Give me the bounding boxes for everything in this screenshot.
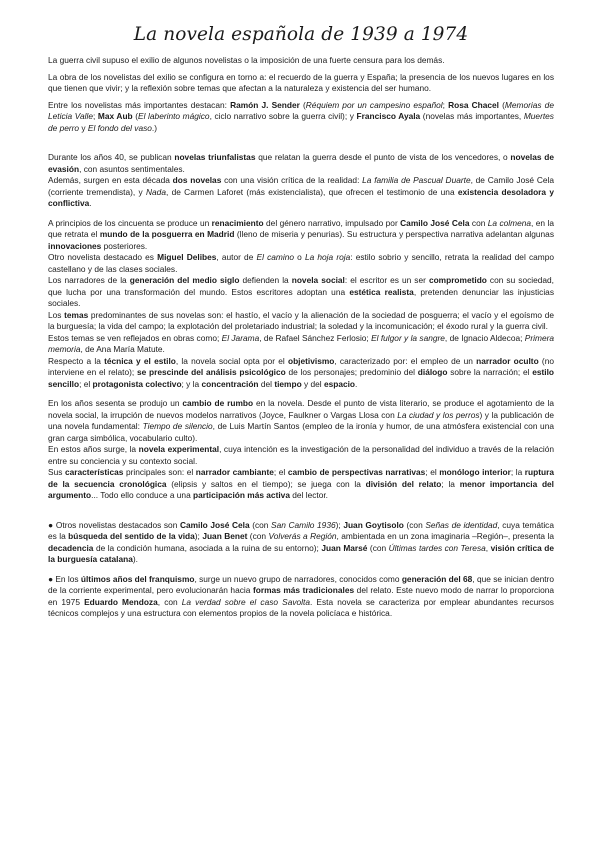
text-run: Estos temas se ven reflejados en obras como; <box>48 332 222 343</box>
text-run: ; y la <box>181 378 202 389</box>
text-run: (con <box>247 531 269 541</box>
italic-title: El fulgor y la sangre <box>371 332 445 343</box>
bold-text: decadencia <box>48 542 94 553</box>
paragraph <box>48 152 554 175</box>
text-run: Los <box>48 309 65 320</box>
text-run: principales son: el <box>123 467 196 477</box>
text-run: Entre los novelistas más importantes destacan: <box>48 99 231 110</box>
text-run: que relatan la guerra desde el punto de vista de los vencedores, o <box>255 152 511 162</box>
text-run: (novelas más importantes, <box>420 111 524 121</box>
text-run: defienden la <box>239 275 292 285</box>
paragraph <box>48 55 554 67</box>
text-run: . <box>355 378 358 389</box>
paragraph <box>48 72 554 95</box>
text-run: , con <box>157 596 182 607</box>
text-run: , de Ignacio Aldecoa; <box>444 332 525 343</box>
bold-text: monólogo interior <box>439 467 511 477</box>
text-run: de los personajes; predominio del <box>285 367 418 377</box>
italic-title: El laberinto mágico <box>138 111 210 121</box>
text-run: ; la <box>441 478 460 489</box>
italic-title: Últimas tardes con Teresa <box>388 542 486 553</box>
text-run: (con <box>403 519 426 530</box>
text-run: , de Rafael Sánchez Ferlosio; <box>259 332 372 343</box>
text-run: del relato. Este nuevo modo de narrar lo proporciona en 1975 <box>48 585 554 607</box>
text-run: , de Luis Martín Santos (empleo de la ironía y humor, de una atmósfera existencial con una gran carga simbólica, vocabulario culto). <box>48 421 554 443</box>
text-run: Sus <box>48 467 65 477</box>
paragraph <box>48 467 554 502</box>
paragraph <box>48 252 554 275</box>
bold-text: Francisco Ayala <box>356 111 421 121</box>
paragraph <box>48 333 554 356</box>
italic-title: La familia de Pascual Duarte <box>362 175 471 185</box>
bold-text: comprometido <box>428 275 487 285</box>
text-run: ; la <box>510 467 525 477</box>
italic-title: Muertes de perro <box>48 111 554 133</box>
italic-title: Tiempo de silencio <box>142 421 213 431</box>
text-run: (con <box>249 519 272 530</box>
text-run: Otro novelista destacado es <box>48 252 158 262</box>
paragraph <box>48 398 554 444</box>
italic-title: Réquiem por un campesino español <box>305 99 443 110</box>
bold-text: visión crítica de la burguesía catalana <box>48 542 554 564</box>
paragraph <box>48 574 554 620</box>
text-run: : el escritor es un ser <box>344 275 429 285</box>
italic-title: La verdad sobre el caso Savolta <box>181 596 310 607</box>
bold-text: estética realista <box>349 286 414 297</box>
text-run: ( <box>132 111 139 121</box>
text-run: ... Todo ello conduce a una <box>91 490 194 500</box>
text-run: del género narrativo, impulsado por <box>263 217 401 228</box>
text-run: , pretenden denunciar las injusticias sociales. <box>48 286 554 308</box>
italic-title: La colmena <box>487 217 532 228</box>
paragraph <box>48 275 554 310</box>
text-run: , cuya intención es la investigación de la personalidad del individuo a través de la relación entre su conciencia y su contexto social. <box>48 444 554 466</box>
text-run: La guerra civil supuso el exilio de algunos novelistas o la imposición de una fuerte censura para los demás. <box>48 55 445 65</box>
italic-title: La hoja roja <box>304 252 351 262</box>
paragraph <box>48 175 554 210</box>
text-run: con una visión crítica de la realidad: <box>221 175 363 185</box>
text-run: , ambientada en un zona imaginaria –Región–, presenta la <box>336 531 554 541</box>
text-run: ( <box>499 99 505 110</box>
bold-text: formas más tradicionales <box>252 585 355 595</box>
bold-text: espacio <box>323 378 356 389</box>
text-run: ( <box>299 99 306 110</box>
text-run: En estos años surge, la <box>48 444 139 454</box>
italic-title: San Camilo 1936 <box>271 519 336 530</box>
bold-text: narrador cambiante <box>195 467 274 477</box>
text-run: y <box>79 122 88 133</box>
italic-title: Señas de identidad <box>425 519 498 530</box>
text-run: , cuya temática es la <box>48 519 554 541</box>
text-run: posteriores. <box>101 240 148 251</box>
text-run: de la condición humana, asociada a la ruina de su entorno); <box>93 542 322 553</box>
text-run: , surge un nuevo grupo de narradores, conocidos como <box>194 573 402 584</box>
bold-text: renacimiento <box>211 217 264 228</box>
bold-text: Juan Benet <box>202 531 248 541</box>
bold-text: búsqueda del sentido de la vida <box>68 531 195 541</box>
text-run: del lector. <box>289 490 329 500</box>
bold-text: Eduardo Mendoza <box>84 596 158 607</box>
bold-text: concentración <box>201 378 259 389</box>
bold-text: Ramón J. Sender <box>230 99 300 110</box>
text-run: (con <box>367 542 389 553</box>
bold-text: narrador oculto <box>476 355 539 366</box>
text-run: ● En los <box>48 573 81 584</box>
text-run: , de Camilo José Cela (corriente tremendista), y <box>48 175 554 197</box>
bold-text: novela social <box>291 275 345 285</box>
text-run: Además, surgen en esta década <box>48 175 173 185</box>
text-run: ; el <box>425 467 440 477</box>
bold-text: división del relato <box>365 478 442 489</box>
bold-text: Max Aub <box>97 111 133 121</box>
italic-title: La ciudad y los perros <box>397 409 480 420</box>
bold-text: menor importancia del argumento <box>48 478 554 500</box>
text-run: Los narradores de la <box>48 275 130 285</box>
text-run: y del <box>301 378 324 389</box>
text-run: ); <box>194 531 203 541</box>
text-run: , en la que retrata el <box>48 217 554 239</box>
bold-text: ruptura de la secuencia cronológica <box>48 467 554 489</box>
italic-title: Nada <box>146 186 166 197</box>
text-run: en la novela. Desde el punto de vista literario, se produce el agotamiento de la novela social, la irrupción de nuevos modelos narrativos (Joyce, Faulkner o Vargas Llosa con <box>48 398 555 420</box>
italic-title: El fondo del vaso <box>87 122 152 133</box>
bold-text: estilo sencillo <box>48 367 555 389</box>
text-run: ● Otros novelistas destacados son <box>48 519 180 530</box>
text-run: , con asuntos sentimentales. <box>79 163 185 174</box>
bold-text: Camilo José Cela <box>179 519 250 530</box>
paragraph <box>48 100 554 135</box>
paragraph <box>48 356 554 391</box>
bold-text: tiempo <box>274 378 302 389</box>
bold-text: se prescinde del análisis psicológico <box>136 367 286 377</box>
bold-text: novelas de evasión <box>48 152 554 174</box>
text-run: con su sociedad, que lucha por una transformación del mundo. Estos escritores adoptan una <box>48 275 554 297</box>
bold-text: novelas triunfalistas <box>174 152 256 162</box>
bold-text: diálogo <box>417 367 448 377</box>
italic-title: El Jarama <box>221 332 260 343</box>
bold-text: existencia desoladora y conflictiva <box>48 186 555 208</box>
text-run: . <box>89 198 92 208</box>
bold-text: participación más activa <box>193 490 290 500</box>
text-run: , de Carmen Laforet (más existencialista), que ofrecen el testimonio de una <box>165 186 458 197</box>
text-run: , autor de <box>216 252 257 262</box>
text-run: . Esta novela se caracteriza por emplear abundantes recursos técnicos complejos y una estructura con elementos propios de la novela policíaca e histórica. <box>48 596 554 618</box>
text-run: ; <box>92 111 98 121</box>
text-run: , caracterizado por: el empleo de un <box>334 355 477 366</box>
text-run: .) <box>151 122 158 133</box>
italic-title: El camino <box>256 252 294 262</box>
text-run: (no interviene en el relato); <box>48 355 554 377</box>
bold-text: novela experimental <box>138 444 220 454</box>
bold-text: generación del 68 <box>401 573 473 584</box>
text-run: del <box>258 378 275 389</box>
text-run: A principios de los cincuenta se produce un <box>48 217 212 228</box>
text-run: En los años sesenta se produjo un <box>48 398 183 408</box>
bold-text: técnica y el estilo <box>104 355 176 366</box>
text-run: La obra de los novelistas del exilio se configura en torno a: el recuerdo de la guerra y España; la presencia de los nuevos lugares en los que tienen que vivir; y la reflexión sobre temas que afectan a la naturaleza y existencia del ser humano. <box>48 71 554 93</box>
paragraph <box>48 310 554 333</box>
text-run: sobre la narración; el <box>447 367 533 377</box>
text-run: , de Ana María Matute. <box>80 344 165 354</box>
bold-text: Miguel Delibes <box>157 252 217 262</box>
text-run: , la novela social opta por el <box>175 355 288 366</box>
italic-title: Volverás a Región <box>268 531 337 541</box>
paragraph <box>48 520 554 566</box>
text-run: ; <box>442 99 449 110</box>
bold-text: Rosa Chacel <box>448 99 499 110</box>
paragraph <box>48 444 554 467</box>
bold-text: Juan Marsé <box>321 542 368 553</box>
document-title: La novela española de 1939 a 1974 <box>133 24 469 45</box>
bold-text: Juan Goytisolo <box>343 519 404 530</box>
italic-title: Memorias de Leticia Valle <box>48 99 554 121</box>
text-run: , <box>485 542 491 553</box>
text-run: (elipsis y saltos en el tiempo); se juega con la <box>166 478 366 489</box>
text-run: Respecto a la <box>48 355 105 366</box>
bold-text: últimos años del franquismo <box>80 573 195 584</box>
bold-text: características <box>64 467 124 477</box>
bold-text: dos novelas <box>172 175 222 185</box>
bold-text: generación del medio siglo <box>129 275 240 285</box>
document-body <box>48 55 554 620</box>
paragraph <box>48 218 554 253</box>
bold-text: protagonista colectivo <box>92 378 182 389</box>
bold-text: innovaciones <box>48 240 102 251</box>
text-run: Durante los años 40, se publican <box>48 152 175 162</box>
text-run: ); <box>335 519 344 530</box>
text-run: ; el <box>273 467 288 477</box>
bold-text: temas <box>64 309 89 320</box>
text-run: o <box>293 252 305 262</box>
text-run: : estilo sobrio y sencillo, retrata la realidad del campo castellano y de las clases sociales. <box>48 252 555 274</box>
text-run: , que se inician dentro de la corriente experimental, pero evolucionarán hacia <box>48 573 554 595</box>
bold-text: cambio de rumbo <box>182 398 254 408</box>
italic-title: Primera memoria <box>48 332 555 354</box>
bold-text: cambio de perspectivas narrativas <box>287 467 426 477</box>
bold-text: mundo de la posguerra en Madrid <box>99 229 235 239</box>
text-run: con <box>469 217 488 228</box>
text-run: ). <box>132 554 138 564</box>
text-run: predominantes de sus novelas son: el hastío, el vacío y la alienación de la sociedad de posguerra; el vacío y el egoísmo de la burguesía; la vida del campo; la explotación del proletariado industrial; la soledad y la incomunicación; el éxodo rural y la guerra civil. <box>48 309 554 331</box>
text-run: , ciclo narrativo sobre la guerra civil); y <box>209 111 357 121</box>
text-run: ; el <box>79 378 93 389</box>
bold-text: objetivismo <box>287 355 335 366</box>
text-run: (lleno de miseria y penurias). Su estructura y perspectiva narrativa adelantan algunas <box>234 229 554 239</box>
text-run: ) y la publicación de una novela fundamental: <box>48 409 554 431</box>
bold-text: Camilo José Cela <box>400 217 470 228</box>
